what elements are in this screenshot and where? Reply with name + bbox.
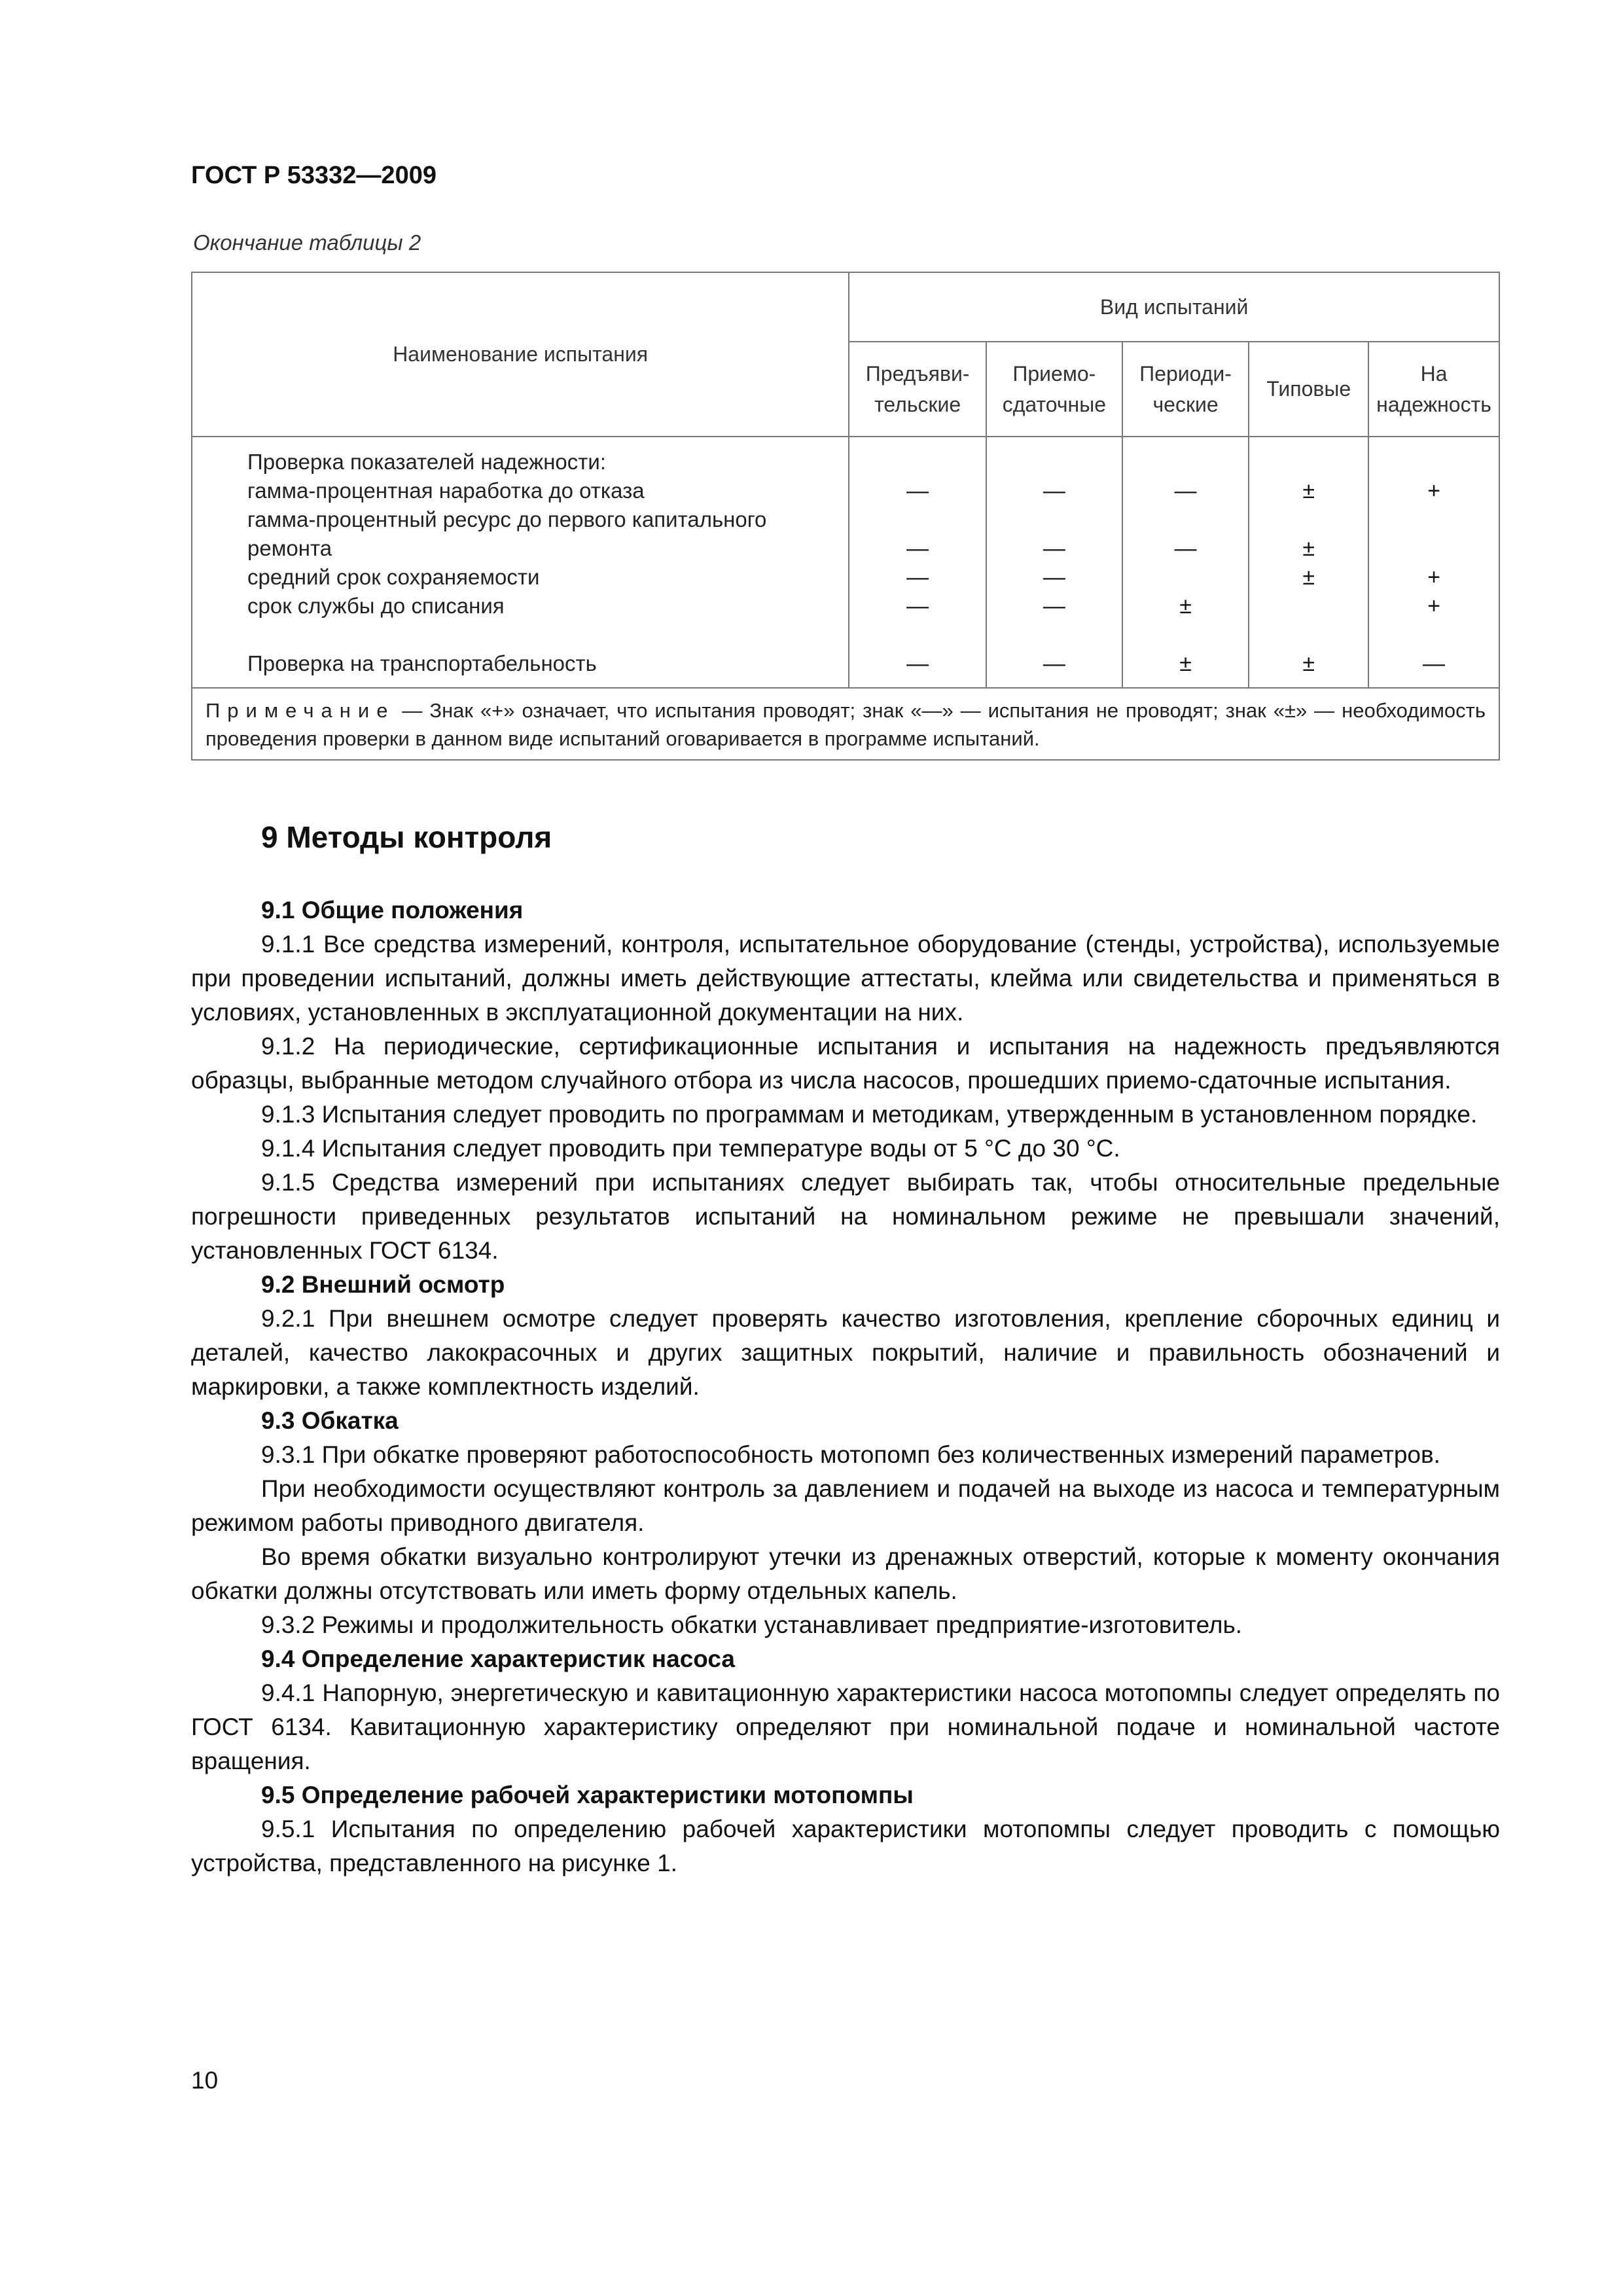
mark	[1124, 448, 1248, 476]
paragraph: Во время обкатки визуально контролируют утечки из дренажных отверстий, которые к моменту окончания обкатки должны отсутствовать или иметь форму отдельных капель.	[191, 1543, 1500, 1604]
mark: ±	[1302, 536, 1315, 561]
mark: —	[1043, 536, 1065, 561]
paragraph: 9.1.4 Испытания следует проводить при температуре воды от 5 °С до 30 °С.	[261, 1135, 1120, 1162]
subsection-heading: 9.2 Внешний осмотр	[261, 1271, 505, 1298]
mark: +	[1427, 565, 1440, 590]
mark: ±	[1179, 651, 1192, 676]
table-row-name	[247, 620, 842, 649]
mark: —	[906, 594, 929, 619]
paragraph: При необходимости осуществляют контроль за давлением и подачей на выходе из насоса и температурным режимом работы приводного двигателя.	[191, 1475, 1500, 1536]
mark: ±	[1302, 651, 1315, 676]
mark	[1124, 563, 1248, 592]
col-header-acceptance: Приемо- сдаточные	[986, 342, 1122, 437]
tests-table	[191, 272, 1500, 761]
paragraph: 9.1.1 Все средства измерений, контроля, испытательное оборудование (стенды, устройства), используемые при проведении испытаний, должны иметь действующие аттестаты, клейма или свидетельства и применяться в условиях, установленных в эксплуатационной документации на них.	[191, 931, 1500, 1026]
marks-preliminary	[849, 437, 986, 688]
marks-type	[1249, 437, 1368, 688]
mark: —	[1043, 478, 1065, 503]
paragraph: 9.1.5 Средства измерений при испытаниях следует выбирать так, чтобы относительные предельные погрешности приведенных результатов испытаний на номинальном режиме не превышали значений, установленных ГОСТ 6134.	[191, 1169, 1500, 1264]
col-header-type: Типовые	[1249, 342, 1368, 437]
table-note	[192, 688, 1499, 760]
subsection-heading: 9.4 Определение характеристик насоса	[261, 1645, 735, 1672]
marks-periodic	[1122, 437, 1249, 688]
table-row-name: гамма-процентная наработка до отказа	[247, 478, 645, 503]
table-row-name: средний срок сохраняемости	[247, 565, 540, 589]
paragraph: 9.5.1 Испытания по определению рабочей характеристики мотопомпы следует проводить с помощью устройства, представленного на рисунке 1.	[191, 1816, 1500, 1876]
mark: +	[1427, 478, 1440, 503]
section-body	[191, 893, 1500, 1880]
mark	[1250, 505, 1367, 534]
mark	[850, 505, 985, 534]
mark: ±	[1302, 478, 1315, 503]
mark	[1250, 620, 1367, 649]
test-type-header: Вид испытаний	[849, 272, 1499, 342]
table-caption: Окончание таблицы 2	[193, 230, 421, 255]
mark: —	[1174, 536, 1197, 561]
mark: +	[1427, 594, 1440, 619]
note-label: Примечание	[205, 699, 395, 722]
paragraph: 9.4.1 Напорную, энергетическую и кавитационную характеристики насоса мотопомпы следует определять по ГОСТ 6134. Кавитационную характеристику определяют при номинальной подаче и номинальной частоте вращения.	[191, 1679, 1500, 1774]
section-title: 9 Методы контроля	[261, 820, 552, 854]
mark	[1370, 534, 1498, 563]
paragraph: 9.3.2 Режимы и продолжительность обкатки устанавливает предприятие-изготовитель.	[261, 1611, 1243, 1638]
mark: —	[906, 651, 929, 676]
paragraph: 9.1.2 На периодические, сертификационные испытания и испытания на надежность предъявляются образцы, выбранные методом случайного отбора из числа насосов, прошедших приемо-сдаточные испытания.	[191, 1033, 1500, 1094]
mark	[988, 505, 1121, 534]
mark: —	[1043, 651, 1065, 676]
subsection-heading: 9.5 Определение рабочей характеристики мотопомпы	[261, 1782, 914, 1808]
subsection-heading: 9.1 Общие положения	[261, 897, 524, 924]
page-number: 10	[191, 2067, 219, 2094]
note-text: — Знак «+» означает, что испытания проводят; знак «—» — испытания не проводят; знак «±» — необходимость проведения проверки в данном виде испытаний оговаривается в программе испытаний.	[205, 699, 1486, 750]
mark	[850, 448, 985, 476]
table-row-name: Проверка на транспортабельность	[247, 651, 597, 675]
mark	[988, 620, 1121, 649]
col-header-reliability: На надежность	[1368, 342, 1499, 437]
mark: ±	[1179, 594, 1192, 619]
mark	[1250, 448, 1367, 476]
mark: —	[906, 565, 929, 590]
paragraph: 9.2.1 При внешнем осмотре следует проверять качество изготовления, крепление сборочных единиц и деталей, качество лакокрасочных и других защитных покрытий, наличие и правильность обозначений и маркировки, а также комплектность изделий.	[191, 1305, 1500, 1400]
table-row-name: гамма-процентный ресурс до первого капитального	[247, 507, 767, 531]
mark	[1370, 620, 1498, 649]
mark	[1370, 505, 1498, 534]
table-row-name: ремонта	[247, 536, 332, 560]
document-code: ГОСТ Р 53332—2009	[191, 162, 437, 189]
mark: —	[1043, 594, 1065, 619]
mark: —	[906, 536, 929, 561]
mark	[850, 620, 985, 649]
mark: —	[1423, 651, 1446, 676]
marks-reliability	[1368, 437, 1499, 688]
mark	[1124, 505, 1248, 534]
mark	[1124, 620, 1248, 649]
mark: —	[1043, 565, 1065, 590]
mark	[1370, 448, 1498, 476]
section-9	[191, 815, 1500, 1880]
mark	[1250, 592, 1367, 620]
paragraph: 9.3.1 При обкатке проверяют работоспособность мотопомп без количественных измерений параметров.	[261, 1441, 1440, 1468]
test-name-header: Наименование испытания	[192, 272, 849, 437]
table-row-name: Проверка показателей надежности:	[247, 450, 606, 474]
mark: —	[906, 478, 929, 503]
test-names-cell	[192, 437, 849, 688]
paragraph: 9.1.3 Испытания следует проводить по программам и методикам, утвержденным в установленном порядке.	[261, 1101, 1478, 1128]
marks-acceptance	[986, 437, 1122, 688]
subsection-heading: 9.3 Обкатка	[261, 1407, 399, 1434]
table-row-name: срок службы до списания	[247, 594, 505, 618]
mark: ±	[1302, 565, 1315, 590]
mark: —	[1174, 478, 1197, 503]
mark	[988, 448, 1121, 476]
col-header-periodic: Периоди- ческие	[1122, 342, 1249, 437]
col-header-preliminary: Предъяви- тельские	[849, 342, 986, 437]
